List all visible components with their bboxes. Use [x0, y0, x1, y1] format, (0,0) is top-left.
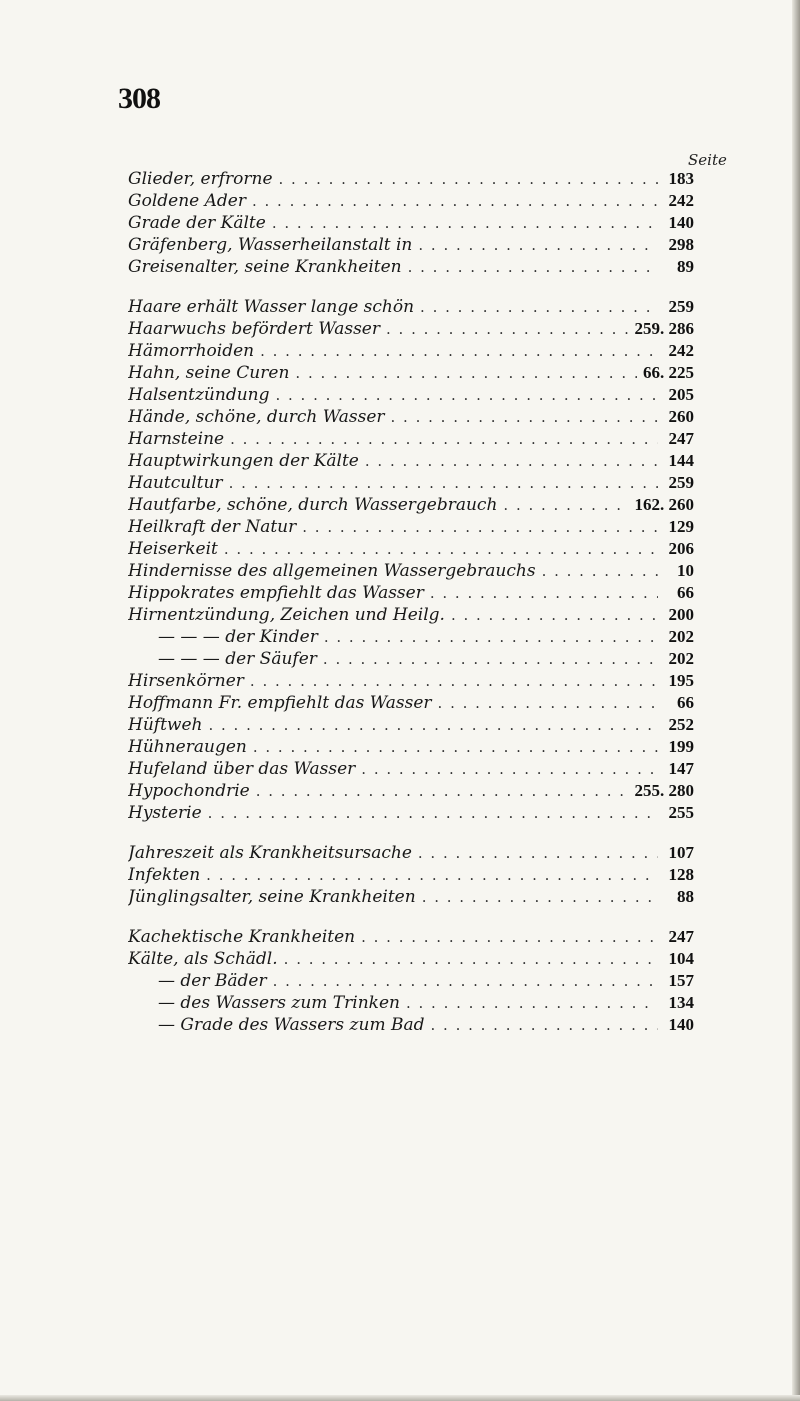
- index-group: [128, 842, 694, 908]
- entry-term: Greisenalter, seine Krankheiten: [128, 257, 402, 277]
- entry-term: Hautcultur: [128, 473, 223, 493]
- index-entry: [128, 516, 694, 538]
- dot-leader: [418, 842, 658, 864]
- entry-term: — der Bäder: [158, 971, 267, 991]
- index-entry: [128, 758, 694, 780]
- entry-term: — — — der Säufer: [158, 649, 317, 669]
- dot-leader: [542, 560, 658, 582]
- entry-page-numbers: 183: [668, 169, 694, 188]
- entry-term: Hirsenkörner: [128, 671, 244, 691]
- index-entry: [128, 190, 694, 212]
- index-entry: [128, 692, 694, 714]
- entry-term: Hirnentzündung, Zeichen und Heilg.: [128, 605, 445, 625]
- entry-page-numbers: 162. 260: [634, 495, 694, 514]
- entry-term: Infekten: [128, 865, 201, 885]
- index-entry: [128, 406, 694, 428]
- index-entry: [128, 212, 694, 234]
- entry-page-numbers: 144: [668, 451, 694, 470]
- entry-term: Heiserkeit: [128, 539, 218, 559]
- column-header-seite: Seite: [688, 151, 727, 169]
- entry-page-numbers: 157: [668, 971, 694, 990]
- entry-page-numbers: 202: [668, 627, 694, 646]
- entry-term: Hauptwirkungen der Kälte: [128, 451, 359, 471]
- dot-leader: [224, 538, 658, 560]
- dot-leader: [406, 992, 658, 1014]
- entry-page-numbers: 199: [668, 737, 694, 756]
- entry-page-numbers: 134: [668, 993, 694, 1012]
- entry-term: Hüftweh: [128, 715, 203, 735]
- entry-term: Halsentzündung: [128, 385, 270, 405]
- entry-page-numbers: 259: [668, 473, 694, 492]
- entry-term: Grade der Kälte: [128, 213, 266, 233]
- index-entry: [128, 362, 694, 384]
- dot-leader: [229, 472, 658, 494]
- index-entry: [128, 926, 694, 948]
- entry-term: Harnsteine: [128, 429, 225, 449]
- index-group: [128, 168, 694, 278]
- index-entry: [128, 296, 694, 318]
- dot-leader: [250, 670, 658, 692]
- dot-leader: [420, 296, 658, 318]
- index-entry: [128, 626, 694, 648]
- entry-page-numbers: 242: [668, 191, 694, 210]
- dot-leader: [431, 1014, 659, 1036]
- entry-term: Hysterie: [128, 803, 202, 823]
- entry-page-numbers: 10: [677, 561, 694, 580]
- entry-term: Hände, schöne, durch Wasser: [128, 407, 385, 427]
- dot-leader: [252, 190, 658, 212]
- dot-leader: [451, 604, 658, 626]
- entry-term: Hämorrhoiden: [128, 341, 255, 361]
- index-entry: [128, 384, 694, 406]
- dot-leader: [273, 970, 658, 992]
- index-entry: [128, 256, 694, 278]
- dot-leader: [418, 234, 658, 256]
- index-group: [128, 296, 694, 824]
- index-entry: [128, 670, 694, 692]
- index-entry: [128, 1014, 694, 1036]
- entry-term: Hahn, seine Curen: [128, 363, 290, 383]
- entry-page-numbers: 259: [668, 297, 694, 316]
- entry-term: Haarwuchs befördert Wasser: [128, 319, 380, 339]
- index-entry: [128, 648, 694, 670]
- index-entry: [128, 864, 694, 886]
- dot-leader: [323, 648, 658, 670]
- index-entry: [128, 992, 694, 1014]
- entry-term: — des Wassers zum Trinken: [158, 993, 400, 1013]
- dot-leader: [272, 212, 658, 234]
- entry-page-numbers: 88: [677, 887, 694, 906]
- entry-term: Heilkraft der Natur: [128, 517, 297, 537]
- index-group: [128, 926, 694, 1036]
- entry-page-numbers: 202: [668, 649, 694, 668]
- index-entry: [128, 428, 694, 450]
- index-entry: [128, 714, 694, 736]
- entry-term: Haare erhält Wasser lange schön: [128, 297, 415, 317]
- entry-page-numbers: 205: [668, 385, 694, 404]
- dot-leader: [361, 758, 658, 780]
- dot-leader: [284, 948, 658, 970]
- entry-term: — — — der Kinder: [158, 627, 318, 647]
- entry-page-numbers: 104: [668, 949, 694, 968]
- entry-page-numbers: 66. 225: [643, 363, 694, 382]
- entry-page-numbers: 107: [668, 843, 694, 862]
- entry-term: Hufeland über das Wasser: [128, 759, 356, 779]
- index-entry: [128, 582, 694, 604]
- dot-leader: [260, 340, 658, 362]
- index-entry: [128, 736, 694, 758]
- entry-page-numbers: 255: [668, 803, 694, 822]
- dot-leader: [302, 516, 658, 538]
- index-entry: [128, 886, 694, 908]
- entry-page-numbers: 259. 286: [634, 319, 694, 338]
- index-entry: [128, 168, 694, 190]
- dot-leader: [208, 802, 658, 824]
- entry-term: Hindernisse des allgemeinen Wassergebrauchs: [128, 561, 536, 581]
- page-edge-shadow: [792, 0, 800, 1401]
- entry-page-numbers: 140: [668, 213, 694, 232]
- entry-page-numbers: 195: [668, 671, 694, 690]
- entry-page-numbers: 242: [668, 341, 694, 360]
- dot-leader: [365, 450, 658, 472]
- index-entry: [128, 234, 694, 256]
- entry-term: Hoffmann Fr. empfiehlt das Wasser: [128, 693, 432, 713]
- dot-leader: [275, 384, 658, 406]
- entry-page-numbers: 247: [668, 927, 694, 946]
- entry-page-numbers: 128: [668, 865, 694, 884]
- index-entry: [128, 560, 694, 582]
- entry-page-numbers: 66: [677, 583, 694, 602]
- dot-leader: [361, 926, 658, 948]
- page-number: 308: [118, 82, 160, 115]
- index-entry: [128, 970, 694, 992]
- index-entry: [128, 472, 694, 494]
- entry-term: Hautfarbe, schöne, durch Wassergebrauch: [128, 495, 498, 515]
- dot-leader: [422, 886, 658, 908]
- dot-leader: [256, 780, 629, 802]
- entry-page-numbers: 89: [677, 257, 694, 276]
- entry-page-numbers: 255. 280: [634, 781, 694, 800]
- dot-leader: [438, 692, 658, 714]
- index-list: [128, 168, 694, 1054]
- entry-term: Hypochondrie: [128, 781, 250, 801]
- dot-leader: [430, 582, 658, 604]
- dot-leader: [279, 168, 659, 190]
- dot-leader: [230, 428, 658, 450]
- index-entry: [128, 494, 694, 516]
- dot-leader: [208, 714, 658, 736]
- dot-leader: [295, 362, 637, 384]
- dot-leader: [206, 864, 658, 886]
- index-entry: [128, 604, 694, 626]
- index-entry: [128, 780, 694, 802]
- entry-page-numbers: 200: [668, 605, 694, 624]
- index-entry: [128, 450, 694, 472]
- entry-term: Jünglingsalter, seine Krankheiten: [128, 887, 416, 907]
- entry-term: Kälte, als Schädl.: [128, 949, 278, 969]
- entry-page-numbers: 298: [668, 235, 694, 254]
- entry-term: Kachektische Krankheiten: [128, 927, 356, 947]
- entry-term: Goldene Ader: [128, 191, 246, 211]
- entry-page-numbers: 147: [668, 759, 694, 778]
- entry-term: — Grade des Wassers zum Bad: [158, 1015, 425, 1035]
- entry-term: Gräfenberg, Wasserheilanstalt in: [128, 235, 413, 255]
- dot-leader: [408, 256, 658, 278]
- entry-page-numbers: 247: [668, 429, 694, 448]
- entry-term: Hühneraugen: [128, 737, 247, 757]
- entry-page-numbers: 129: [668, 517, 694, 536]
- entry-term: Glieder, erfrorne: [128, 169, 273, 189]
- index-entry: [128, 538, 694, 560]
- entry-term: Jahreszeit als Krankheitsursache: [128, 843, 412, 863]
- index-entry: [128, 340, 694, 362]
- index-entry: [128, 802, 694, 824]
- dot-leader: [391, 406, 658, 428]
- entry-term: Hippokrates empfiehlt das Wasser: [128, 583, 424, 603]
- dot-leader: [503, 494, 628, 516]
- index-entry: [128, 948, 694, 970]
- page-bottom-edge: [0, 1395, 800, 1401]
- index-entry: [128, 318, 694, 340]
- dot-leader: [253, 736, 658, 758]
- dot-leader: [386, 318, 629, 340]
- entry-page-numbers: 260: [668, 407, 694, 426]
- entry-page-numbers: 252: [668, 715, 694, 734]
- entry-page-numbers: 206: [668, 539, 694, 558]
- entry-page-numbers: 140: [668, 1015, 694, 1034]
- entry-page-numbers: 66: [677, 693, 694, 712]
- index-entry: [128, 842, 694, 864]
- dot-leader: [324, 626, 658, 648]
